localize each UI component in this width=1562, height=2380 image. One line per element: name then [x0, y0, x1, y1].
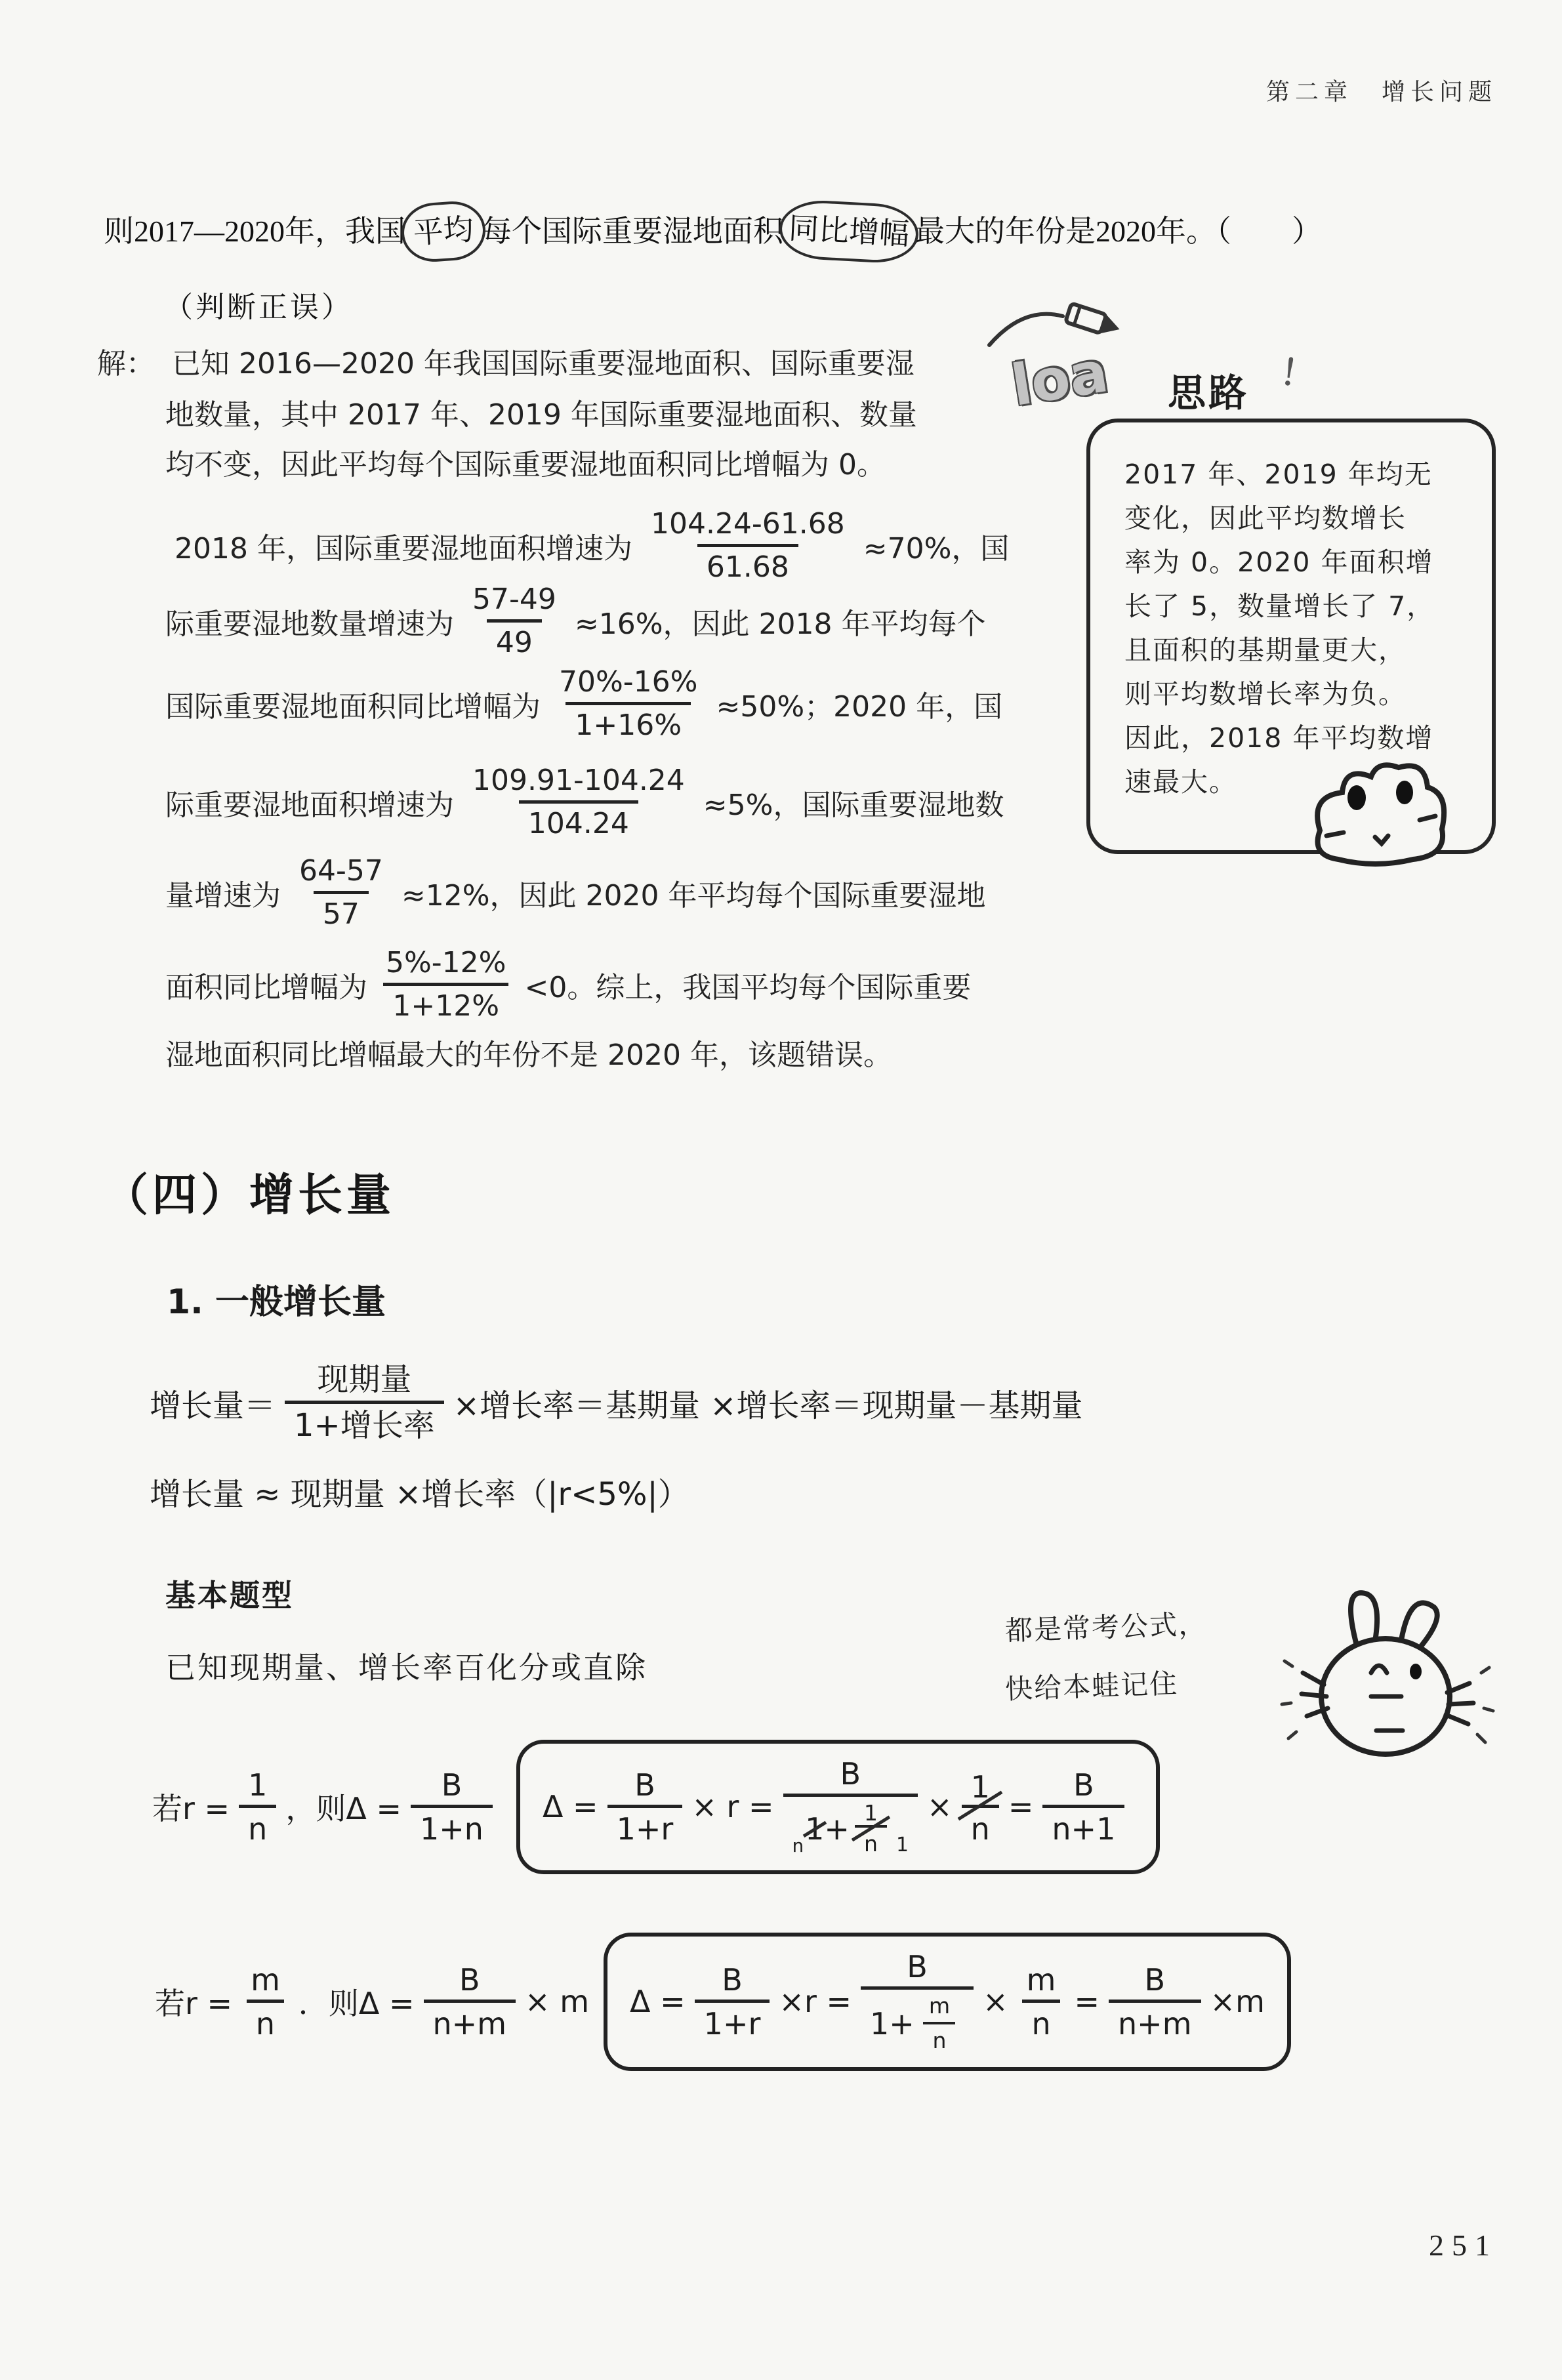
fraction-with-scratch-work [783, 1758, 918, 1856]
fraction-denominator: n [1022, 2000, 1059, 2040]
fraction [241, 1961, 289, 2041]
delta-lhs: Δ = [630, 1984, 686, 2020]
solution-line-1 [97, 340, 915, 382]
fraction-denominator: n [247, 2000, 284, 2040]
growth-approx-formula [150, 1468, 689, 1514]
fraction [290, 856, 392, 929]
solution-text: 际重要湿地面积增速为 [165, 789, 454, 822]
operator: ×r = [779, 1984, 852, 2020]
rule-given: 若r = [155, 1986, 233, 2022]
fraction [642, 509, 854, 582]
solution-line-8 [165, 844, 985, 942]
growth-amount-formula [150, 1350, 1082, 1455]
exclamation-mark: ！ [1277, 351, 1319, 398]
question-middle: 每个国际重要湿地面积 [482, 215, 783, 248]
operator: × [983, 1984, 1008, 2020]
fraction-numerator: 104.24-61.68 [650, 507, 845, 541]
fraction-denominator: 1+r [695, 2000, 770, 2040]
basic-type-title: 基本题型 [165, 1578, 294, 1613]
fraction-numerator: B [840, 1756, 861, 1792]
fraction-denominator: n+m [424, 2000, 516, 2040]
judge-true-false-note: （判断正误） [164, 291, 353, 323]
frog-note-line-2: 快给本蛙记住 [1004, 1667, 1179, 1706]
rule-given: 若r = [152, 1791, 230, 1827]
solution-text: 2018 年，国际重要湿地面积增速为 [175, 532, 632, 565]
think-box-line: 变化，因此平均数增长 [1124, 503, 1407, 534]
fraction-denominator: 1+12% [383, 983, 508, 1021]
page-number: 251 [1429, 2228, 1498, 2262]
fraction-numerator: 1 [248, 1767, 268, 1803]
fraction-numerator: 现期量 [317, 1361, 412, 1399]
solution-text: ≈50%；2020 年，国 [716, 690, 1003, 724]
rule-1-derivation-box [516, 1740, 1160, 1874]
rule-2-row [155, 1933, 1291, 2071]
denominator-prefix: 1+ [870, 2005, 915, 2041]
fraction-numerator: m [1026, 1961, 1056, 1998]
fraction-denominator: n+1 [1042, 1805, 1124, 1845]
fraction-numerator: 1 [863, 1800, 878, 1826]
solution-text: 地数量，其中 2017 年、2019 年国际重要湿地面积、数量 [165, 398, 917, 432]
fraction-denominator: n [239, 1805, 276, 1845]
chapter-header: 第二章 增长问题 [1266, 79, 1498, 105]
fraction-numerator: 64-57 [299, 854, 383, 888]
fraction-denominator: 61.68 [697, 544, 798, 583]
scratch-n: n [792, 1834, 804, 1857]
fraction-numerator: B [459, 1961, 480, 1998]
fraction [463, 766, 694, 838]
solution-line-2 [165, 391, 917, 433]
fraction [424, 1961, 516, 2041]
fraction-denominator: n [855, 1825, 887, 1856]
formula-lhs: 增长量＝ [150, 1387, 276, 1424]
think-box-line: 率为 0。2020 年面积增 [1124, 546, 1434, 578]
solution-line-3 [165, 441, 886, 483]
solution-text: 湿地面积同比增幅最大的年份不是 2020 年，该题错误。 [165, 1038, 892, 1072]
solution-text: 面积同比增幅为 [165, 971, 367, 1004]
rule-then: ．则Δ = [298, 1986, 415, 2022]
fraction-denominator: 1+16% [565, 702, 691, 741]
equals-sign: = [1008, 1789, 1034, 1825]
question-line [104, 202, 1468, 261]
fraction-numerator: B [907, 1949, 928, 1984]
delta-lhs: Δ = [542, 1789, 598, 1825]
rule-1-row [152, 1740, 1160, 1874]
fraction [285, 1363, 444, 1442]
circled-term-yoy-growth: 同比增幅 [778, 199, 920, 265]
solution-text: 均不变，因此平均每个国际重要湿地面积同比增幅为 0。 [165, 448, 886, 482]
think-box-title: 思路 [1162, 362, 1254, 417]
solution-text: 国际重要湿地面积同比增幅为 [165, 690, 541, 724]
fraction [1109, 1961, 1201, 2041]
multiplier-fraction [1017, 1961, 1065, 2041]
fraction-denominator: 1+n [411, 1805, 493, 1845]
rule-then-post: × m [525, 1984, 590, 2020]
fraction-denominator: 49 [487, 619, 542, 658]
fraction-denominator: n+m [1109, 2000, 1201, 2040]
formula-text: 增长量 ≈ 现期量 ×增长率（|r<5%|） [150, 1475, 689, 1513]
operator: × [927, 1789, 953, 1825]
operator: × r = [691, 1789, 774, 1825]
fraction-numerator: 57-49 [472, 583, 556, 617]
question-prefix: 则2017—2020年，我国 [104, 215, 405, 248]
think-box-line: 速最大。 [1124, 766, 1237, 798]
fraction-numerator: B [441, 1767, 462, 1803]
circled-term-average: 平均 [400, 199, 487, 264]
solution-line-6 [165, 655, 1002, 753]
solution-line-9 [165, 935, 971, 1034]
think-box-line: 则平均数增长率为负。 [1124, 678, 1407, 710]
fraction-denominator: 57 [314, 891, 369, 930]
think-box-line: 2017 年、2019 年均无 [1124, 459, 1433, 490]
fraction-numerator: 5%-12% [386, 946, 506, 980]
frog-note-line-1: 都是常考公式， [1004, 1607, 1208, 1647]
fraction [239, 1769, 276, 1845]
fraction [377, 948, 515, 1021]
equals-sign: = [1074, 1984, 1100, 2020]
scratched-sub-fraction [855, 1802, 887, 1856]
solution-text: ≈5%，国际重要湿地数 [703, 789, 1004, 822]
solution-text: 际重要湿地数量增速为 [165, 607, 454, 641]
fraction-numerator: m [251, 1961, 280, 1998]
solution-text: 已知 2016—2020 年我国国际重要湿地面积、国际重要湿 [172, 347, 915, 380]
subsection-heading: 1. 一般增长量 [167, 1282, 386, 1322]
solution-label: 解： [97, 347, 155, 380]
rule-then: ，则Δ = [285, 1791, 401, 1827]
sub-fraction [920, 1995, 959, 2053]
scratched-multiplier-fraction [962, 1769, 999, 1845]
rabbit-doodle-icon [1273, 1568, 1496, 1771]
fraction [550, 667, 707, 740]
plus-sign: + [824, 1811, 850, 1847]
solution-line-7 [165, 753, 1004, 851]
think-box-line: 长了 5，数量增长了 7， [1124, 590, 1435, 622]
fraction-denominator: 1+增长率 [285, 1401, 444, 1442]
fraction-denominator [783, 1794, 918, 1856]
fraction-numerator: B [722, 1961, 743, 1998]
solution-text: ≈12%，因此 2020 年平均每个国际重要湿地 [401, 879, 986, 913]
fraction [607, 1769, 683, 1845]
rule-post: ×m [1210, 1984, 1265, 2020]
fraction-denominator: n [923, 2022, 955, 2053]
basic-type-line: 已知现期量、增长率百化分或直除 [165, 1650, 647, 1685]
solution-text: ≈16%，因此 2018 年平均每个 [574, 607, 986, 641]
think-box-line: 因此，2018 年平均数增 [1124, 722, 1434, 754]
section-heading: （四）增长量 [104, 1170, 396, 1221]
fraction-denominator [861, 1986, 974, 2053]
frog-face-icon [1298, 747, 1462, 878]
solution-text: ≈70%，国 [863, 532, 1010, 565]
fraction [463, 585, 565, 657]
fraction-numerator: B [1073, 1767, 1094, 1803]
fraction [411, 1769, 493, 1845]
fraction-denominator: 104.24 [519, 800, 638, 839]
solution-text: <0。综上，我国平均每个国际重要 [524, 971, 972, 1004]
fraction-denominator: n [962, 1805, 999, 1845]
fraction-denominator: 1+r [607, 1805, 683, 1845]
scratched-one: 1 [805, 1811, 825, 1847]
fraction-numerator: m [928, 1993, 951, 2019]
scratch-one: 1 [896, 1834, 909, 1857]
question-suffix: 最大的年份是2020年。（ ） [915, 215, 1322, 248]
brand-stamp: loa [1007, 339, 1113, 419]
solution-text: 量增速为 [165, 879, 281, 913]
fraction [1042, 1769, 1124, 1845]
fraction-numerator: 1 [970, 1769, 990, 1805]
rule-2-derivation-box [604, 1933, 1291, 2071]
fraction-numerator: B [634, 1767, 655, 1803]
nested-fraction [861, 1951, 974, 2053]
solution-line-10 [165, 1031, 892, 1073]
fraction-numerator: 70%-16% [559, 665, 698, 699]
fraction-numerator: B [1144, 1961, 1166, 1998]
fraction [695, 1961, 770, 2041]
fraction-numerator: 109.91-104.24 [472, 764, 685, 798]
think-box-line: 且面积的基期量更大， [1124, 634, 1407, 666]
formula-rhs: ×增长率＝基期量 ×增长率＝现期量－基期量 [453, 1387, 1083, 1424]
